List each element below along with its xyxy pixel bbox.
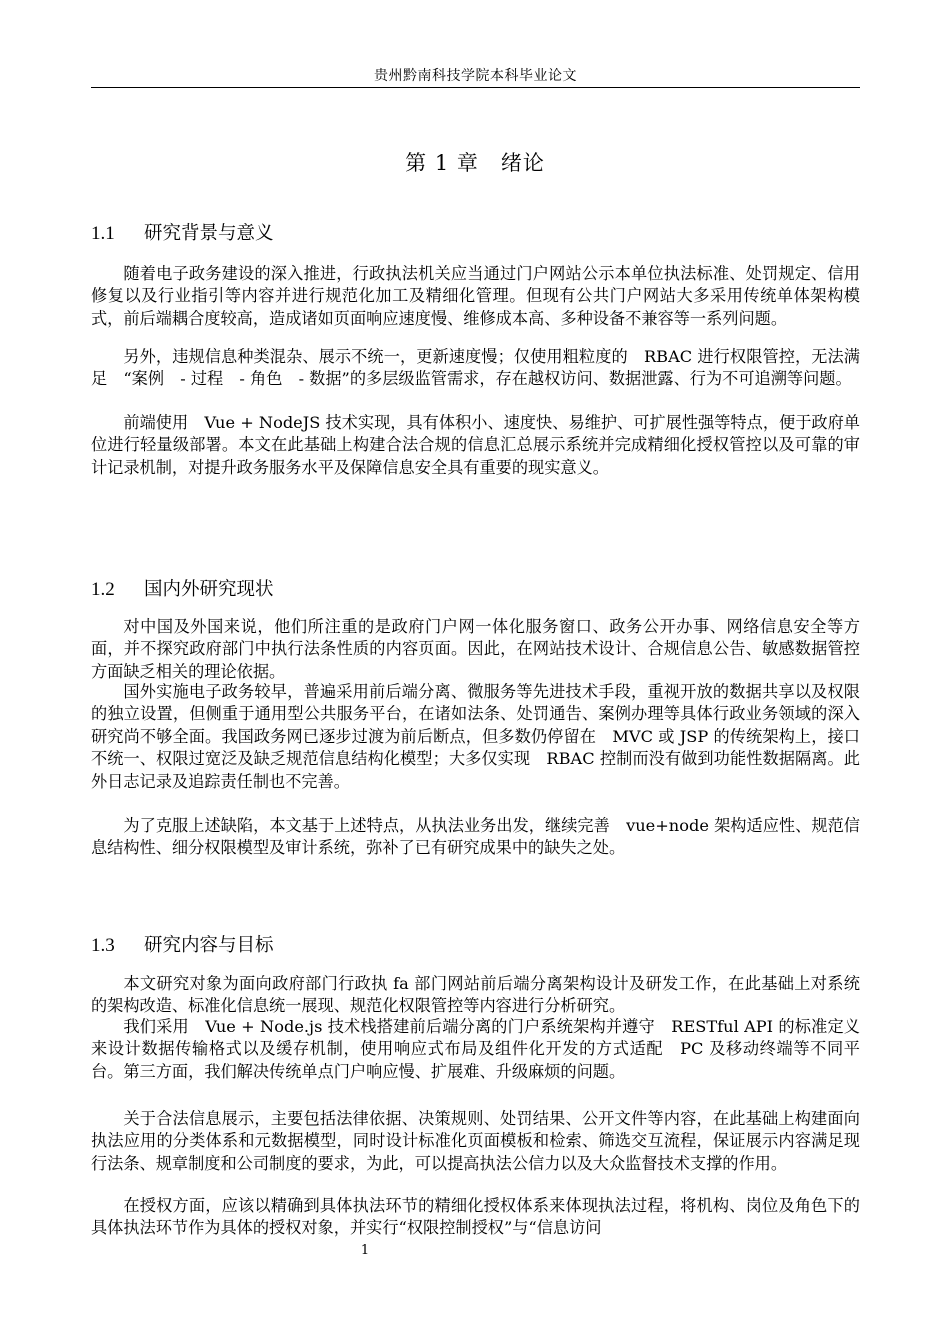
section-heading-1-2	[91, 577, 274, 603]
paragraph: 国外实施电子政务较早，普遍采用前后端分离、微服务等先进技术手段，重视开放的数据共享以及权限的独立设置，但侧重于通用型公共服务平台，在诸如法条、处罚通告、案例办理等具体行政业务领域的深入研究尚不够全面。我国政务网已逐步过渡为前后断点，但多数仍停留在 MVC 或 JSP 的传统架构上，接口不统一、权限过宽泛及缺乏规范信息结构化模型；大多仅实现 RBAC 控制而没有做到功能性数据隔离。此外日志记录及追踪责任制也不完善。	[91, 682, 860, 791]
paragraph: 另外，违规信息种类混杂、展示不统一，更新速度慢；仅使用粗粒度的 RBAC 进行权限管控，无法满足 “案例 - 过程 - 角色 - 数据”的多层级监管需求，存在越权访问、数据泄露、行为不可追溯等问题。	[91, 347, 860, 389]
section-number: 1.2	[91, 579, 115, 600]
section-title: 研究内容与目标	[144, 935, 274, 956]
paragraph: 为了克服上述缺陷，本文基于上述特点，从执法业务出发，继续完善 vue+node 架构适应性、规范信息结构性、细分权限模型及审计系统，弥补了已有研究成果中的缺失之处。	[91, 816, 860, 858]
paragraph: 随着电子政务建设的深入推进，行政执法机关应当通过门户网站公示本单位执法标准、处罚规定、信用修复以及行业指引等内容并进行规范化加工及精细化管理。但现有公共门户网站大多采用传统单体架构模式，前后端耦合度较高，造成诸如页面响应速度慢、维修成本高、多种设备不兼容等一系列问题。	[91, 264, 860, 328]
paragraph: 我们采用 Vue + Node.js 技术栈搭建前后端分离的门户系统架构并遵守 RESTful API 的标准定义来设计数据传输格式以及缓存机制，使用响应式布局及组件化开发的方式适配 PC 及移动终端等不同平台。第三方面，我们解决传统单点门户响应慢、扩展难、升级麻烦的问题。	[91, 1017, 860, 1081]
running-header: 贵州黔南科技学院本科毕业论文	[374, 68, 577, 84]
header-rule	[91, 87, 860, 88]
section-heading-1-1	[91, 221, 274, 247]
paragraph: 在授权方面，应该以精确到具体执法环节的精细化授权体系来体现执法过程，将机构、岗位及角色下的具体执法环节作为具体的授权对象，并实行“权限控制授权”与“信息访问	[91, 1196, 860, 1238]
section-title: 研究背景与意义	[144, 223, 274, 244]
chapter-title: 第 1 章 绪论	[405, 151, 545, 175]
paragraph: 对中国及外国来说，他们所注重的是政府门户网一体化服务窗口、政务公开办事、网络信息安全等方面，并不探究政府部门中执行法条性质的内容页面。因此，在网站技术设计、合规信息公告、敏感数据管控方面缺乏相关的理论依据。	[91, 617, 860, 681]
section-title: 国内外研究现状	[144, 579, 274, 600]
section-heading-1-3	[91, 933, 274, 959]
paragraph: 本文研究对象为面向政府部门行政执 fa 部门网站前后端分离架构设计及研发工作，在此基础上对系统的架构改造、标准化信息统一展现、规范化权限管控等内容进行分析研究。	[91, 974, 860, 1016]
section-number: 1.1	[91, 223, 115, 244]
section-number: 1.3	[91, 935, 115, 956]
paragraph: 前端使用 Vue + NodeJS 技术实现，具有体积小、速度快、易维护、可扩展性强等特点，便于政府单位进行轻量级部署。本文在此基础上构建合法合规的信息汇总展示系统并完成精细化授权管控以及可靠的审计记录机制，对提升政务服务水平及保障信息安全具有重要的现实意义。	[91, 413, 860, 477]
paragraph: 关于合法信息展示，主要包括法律依据、决策规则、处罚结果、公开文件等内容，在此基础上构建面向执法应用的分类体系和元数据模型，同时设计标准化页面模板和检索、筛选交互流程，保证展示内容满足现行法条、规章制度和公司制度的要求，为此，可以提高执法公信力以及大众监督技术支撑的作用。	[91, 1109, 860, 1173]
page-number: 1	[360, 1243, 370, 1258]
